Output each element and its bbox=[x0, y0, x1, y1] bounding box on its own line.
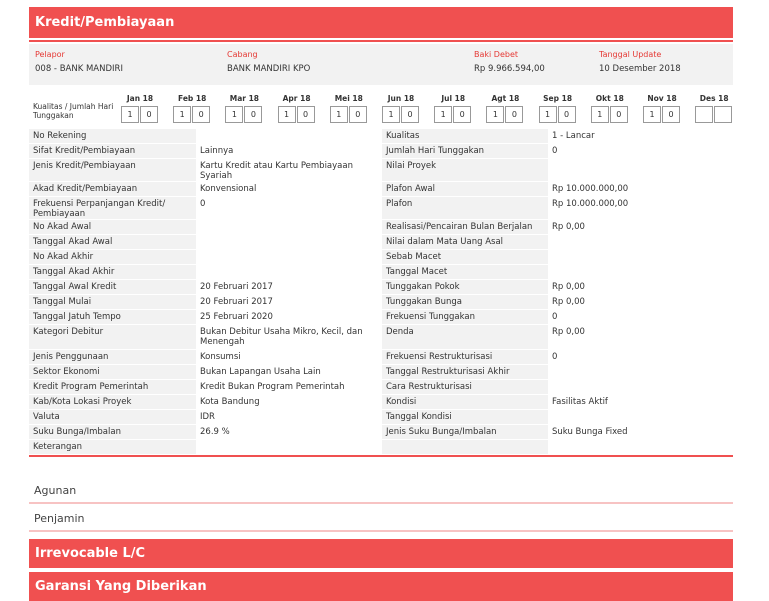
field-value: 25 Februari 2020 bbox=[196, 310, 382, 324]
overdue-days-box: 0 bbox=[453, 106, 471, 123]
month-header: Sep 18 bbox=[543, 94, 573, 103]
cabang-label: Cabang bbox=[227, 50, 258, 59]
field-label: Kab/Kota Lokasi Proyek bbox=[29, 395, 196, 409]
cabang-value: BANK MANDIRI KPO bbox=[227, 64, 311, 74]
quality-box: 1 bbox=[121, 106, 139, 123]
field-label: Frekuensi Perpanjangan Kredit/ Pembiayaan bbox=[29, 197, 196, 219]
field-label: Tunggakan Bunga bbox=[382, 295, 548, 309]
section-header-irrevocable[interactable] bbox=[29, 539, 733, 568]
quality-box: 1 bbox=[173, 106, 191, 123]
field-label: Tanggal Akad Awal bbox=[29, 235, 196, 249]
field-value: Suku Bunga Fixed bbox=[548, 425, 733, 439]
month-header: Jul 18 bbox=[441, 94, 466, 103]
baki-debet-label: Baki Debet bbox=[474, 50, 519, 59]
field-label: Jumlah Hari Tunggakan bbox=[382, 144, 548, 158]
pelapor-block bbox=[35, 50, 123, 74]
quality-box: 1 bbox=[591, 106, 609, 123]
field-label bbox=[382, 440, 548, 454]
quality-box bbox=[695, 106, 713, 123]
field-label: Akad Kredit/Pembiayaan bbox=[29, 182, 196, 196]
field-value: Kartu Kredit atau Kartu Pembiayaan Syariah bbox=[196, 159, 382, 181]
field-label: Tanggal Macet bbox=[382, 265, 548, 279]
overdue-days-box: 0 bbox=[558, 106, 576, 123]
quality-box: 1 bbox=[643, 106, 661, 123]
table-row bbox=[29, 395, 733, 410]
field-label: Frekuensi Tunggakan bbox=[382, 310, 548, 324]
table-row bbox=[29, 197, 733, 220]
field-value: Bukan Debitur Usaha Mikro, Kecil, dan Menengah bbox=[196, 325, 382, 349]
field-value: Rp 0,00 bbox=[548, 325, 733, 349]
overdue-days-box: 0 bbox=[349, 106, 367, 123]
overdue-days-box: 0 bbox=[297, 106, 315, 123]
baki-debet-block bbox=[474, 50, 545, 74]
month-header: Mei 18 bbox=[334, 94, 363, 103]
section-penjamin[interactable] bbox=[29, 506, 733, 532]
month-header: Agt 18 bbox=[491, 94, 520, 103]
field-value bbox=[548, 410, 733, 424]
field-value: Konvensional bbox=[196, 182, 382, 196]
quality-box: 1 bbox=[225, 106, 243, 123]
section-agunan[interactable] bbox=[29, 478, 733, 504]
quality-box: 1 bbox=[278, 106, 296, 123]
field-label: No Akad Awal bbox=[29, 220, 196, 234]
field-value: 20 Februari 2017 bbox=[196, 280, 382, 294]
overdue-days-box: 0 bbox=[140, 106, 158, 123]
field-label: Jenis Suku Bunga/Imbalan bbox=[382, 425, 548, 439]
month-header: Des 18 bbox=[699, 94, 729, 103]
field-label: Sektor Ekonomi bbox=[29, 365, 196, 379]
field-label: Keterangan bbox=[29, 440, 196, 454]
field-value: Kredit Bukan Program Pemerintah bbox=[196, 380, 382, 394]
field-value: 1 - Lancar bbox=[548, 129, 733, 143]
quality-box: 1 bbox=[330, 106, 348, 123]
overdue-days-box: 0 bbox=[244, 106, 262, 123]
field-label: Valuta bbox=[29, 410, 196, 424]
field-label: Nilai dalam Mata Uang Asal bbox=[382, 235, 548, 249]
field-label: Tunggakan Pokok bbox=[382, 280, 548, 294]
table-row bbox=[29, 144, 733, 159]
field-value bbox=[196, 265, 382, 279]
field-label: Tanggal Restrukturisasi Akhir bbox=[382, 365, 548, 379]
field-label: Realisasi/Pencairan Bulan Berjalan bbox=[382, 220, 548, 234]
table-divider bbox=[29, 455, 733, 457]
table-row bbox=[29, 220, 733, 235]
field-label: Frekuensi Restrukturisasi bbox=[382, 350, 548, 364]
overdue-days-box: 0 bbox=[662, 106, 680, 123]
table-row bbox=[29, 280, 733, 295]
summary-panel bbox=[29, 44, 733, 85]
field-value bbox=[196, 220, 382, 234]
field-value bbox=[548, 159, 733, 181]
table-row bbox=[29, 410, 733, 425]
baki-debet-value: Rp 9.966.594,00 bbox=[474, 64, 545, 74]
tanggal-update-block bbox=[599, 50, 681, 74]
field-value: Rp 0,00 bbox=[548, 220, 733, 234]
table-row bbox=[29, 250, 733, 265]
field-label: Plafon Awal bbox=[382, 182, 548, 196]
field-value: Rp 10.000.000,00 bbox=[548, 182, 733, 196]
penjamin-label: Penjamin bbox=[34, 511, 85, 525]
field-label: Nilai Proyek bbox=[382, 159, 548, 181]
quality-box: 1 bbox=[486, 106, 504, 123]
table-row bbox=[29, 129, 733, 144]
field-value bbox=[548, 250, 733, 264]
field-value bbox=[196, 129, 382, 143]
overdue-days-box bbox=[714, 106, 732, 123]
table-row bbox=[29, 265, 733, 280]
overdue-days-box: 0 bbox=[192, 106, 210, 123]
field-label: Tanggal Awal Kredit bbox=[29, 280, 196, 294]
table-row bbox=[29, 425, 733, 440]
field-label: No Rekening bbox=[29, 129, 196, 143]
field-label: Tanggal Akad Akhir bbox=[29, 265, 196, 279]
field-value bbox=[548, 440, 733, 454]
field-value bbox=[548, 265, 733, 279]
table-row bbox=[29, 325, 733, 350]
section-header-kredit[interactable] bbox=[29, 7, 733, 38]
overdue-days-box: 0 bbox=[505, 106, 523, 123]
field-value: 26.9 % bbox=[196, 425, 382, 439]
field-label: Suku Bunga/Imbalan bbox=[29, 425, 196, 439]
field-value: 0 bbox=[548, 144, 733, 158]
field-value: Bukan Lapangan Usaha Lain bbox=[196, 365, 382, 379]
tanggal-update-label: Tanggal Update bbox=[599, 50, 662, 59]
field-value: 0 bbox=[548, 310, 733, 324]
field-value bbox=[548, 380, 733, 394]
field-label: Sebab Macet bbox=[382, 250, 548, 264]
field-label: Tanggal Kondisi bbox=[382, 410, 548, 424]
field-value: IDR bbox=[196, 410, 382, 424]
table-row bbox=[29, 350, 733, 365]
field-value bbox=[196, 235, 382, 249]
field-label: Jenis Kredit/Pembiayaan bbox=[29, 159, 196, 181]
pelapor-value: 008 - BANK MANDIRI bbox=[35, 64, 123, 74]
table-row bbox=[29, 365, 733, 380]
table-row bbox=[29, 182, 733, 197]
month-header: Mar 18 bbox=[229, 94, 260, 103]
field-label: Denda bbox=[382, 325, 548, 349]
field-label: Sifat Kredit/Pembiayaan bbox=[29, 144, 196, 158]
overdue-days-box: 0 bbox=[401, 106, 419, 123]
field-value: Rp 10.000.000,00 bbox=[548, 197, 733, 219]
table-row bbox=[29, 235, 733, 250]
field-value: 0 bbox=[548, 350, 733, 364]
section-title: Kredit/Pembiayaan bbox=[35, 15, 175, 30]
table-row bbox=[29, 310, 733, 325]
tanggal-update-value: 10 Desember 2018 bbox=[599, 64, 681, 74]
field-value: Fasilitas Aktif bbox=[548, 395, 733, 409]
table-row bbox=[29, 159, 733, 182]
field-label: Kualitas bbox=[382, 129, 548, 143]
field-value bbox=[196, 250, 382, 264]
field-label: Kondisi bbox=[382, 395, 548, 409]
field-value bbox=[548, 365, 733, 379]
overdue-days-box: 0 bbox=[610, 106, 628, 123]
field-value bbox=[196, 440, 382, 454]
quality-box: 1 bbox=[539, 106, 557, 123]
month-header: Feb 18 bbox=[178, 94, 207, 103]
agunan-label: Agunan bbox=[34, 483, 77, 497]
month-header: Apr 18 bbox=[282, 94, 311, 103]
table-row bbox=[29, 295, 733, 310]
field-value: Konsumsi bbox=[196, 350, 382, 364]
section-header-garansi[interactable] bbox=[29, 572, 733, 601]
field-value: Lainnya bbox=[196, 144, 382, 158]
table-row bbox=[29, 440, 733, 455]
garansi-label: Garansi Yang Diberikan bbox=[35, 579, 207, 594]
table-row bbox=[29, 380, 733, 395]
field-value: Kota Bandung bbox=[196, 395, 382, 409]
field-label: Kategori Debitur bbox=[29, 325, 196, 349]
quality-label: Kualitas / Jumlah Hari Tunggakan bbox=[33, 102, 114, 120]
quality-box: 1 bbox=[382, 106, 400, 123]
field-value: 20 Februari 2017 bbox=[196, 295, 382, 309]
field-label: No Akad Akhir bbox=[29, 250, 196, 264]
month-header: Jun 18 bbox=[387, 94, 415, 103]
detail-table bbox=[29, 129, 733, 455]
month-header: Jan 18 bbox=[126, 94, 154, 103]
quality-box: 1 bbox=[434, 106, 452, 123]
field-label: Plafon bbox=[382, 197, 548, 219]
header-divider bbox=[29, 40, 733, 42]
field-label: Kredit Program Pemerintah bbox=[29, 380, 196, 394]
month-header: Okt 18 bbox=[595, 94, 624, 103]
field-label: Cara Restrukturisasi bbox=[382, 380, 548, 394]
field-value: 0 bbox=[196, 197, 382, 219]
field-label: Tanggal Jatuh Tempo bbox=[29, 310, 196, 324]
field-value: Rp 0,00 bbox=[548, 280, 733, 294]
field-value: Rp 0,00 bbox=[548, 295, 733, 309]
month-header: Nov 18 bbox=[647, 94, 677, 103]
field-value bbox=[548, 235, 733, 249]
irrevocable-label: Irrevocable L/C bbox=[35, 546, 146, 561]
pelapor-label: Pelapor bbox=[35, 50, 65, 59]
field-label: Jenis Penggunaan bbox=[29, 350, 196, 364]
field-label: Tanggal Mulai bbox=[29, 295, 196, 309]
cabang-block bbox=[227, 50, 310, 74]
